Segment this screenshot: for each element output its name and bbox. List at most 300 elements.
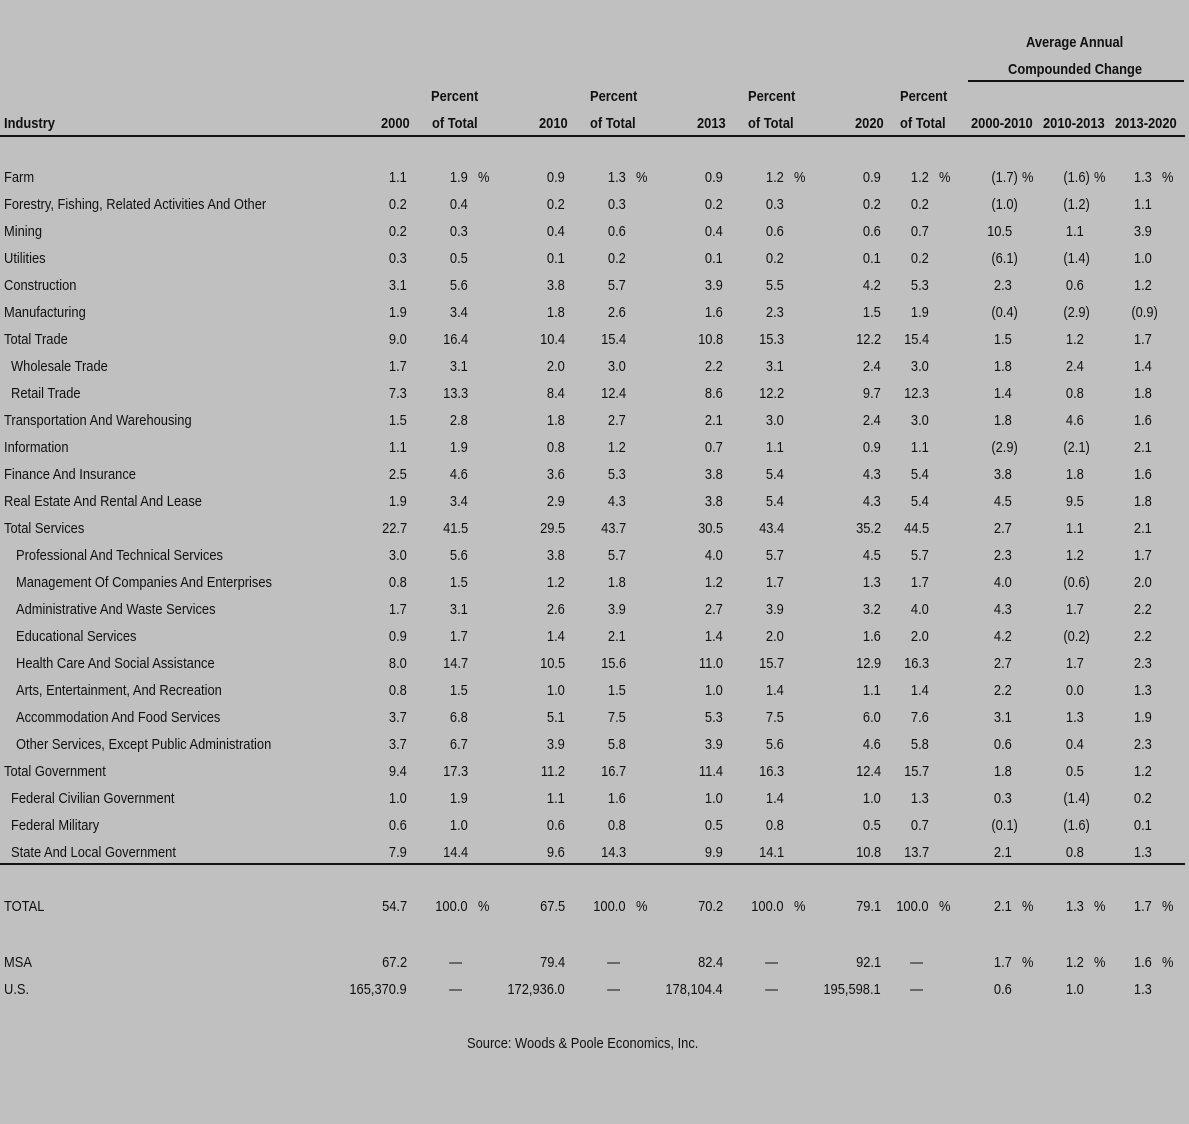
- employment-value: 1.9: [389, 493, 407, 510]
- compounded-change-value: 1.7: [1134, 898, 1152, 915]
- compounded-change-value: 2.4: [1066, 358, 1084, 375]
- employment-value: 1.5: [863, 304, 881, 321]
- percent-of-total-value: 5.8: [911, 736, 929, 753]
- compounded-change-value: 1.8: [1134, 385, 1152, 402]
- percent-of-total-value: —: [607, 954, 620, 971]
- employment-value: 1.2: [705, 574, 723, 591]
- percent-of-total-value: 4.0: [911, 601, 929, 618]
- employment-value: 10.4: [539, 331, 565, 348]
- percent-of-total-value: 3.1: [450, 358, 468, 375]
- compounded-change-value: 1.1: [1134, 196, 1152, 213]
- employment-value: 3.6: [547, 466, 565, 483]
- employment-value: 22.7: [381, 520, 407, 537]
- compounded-change-value: 2.7: [994, 655, 1012, 672]
- employment-value: 1.1: [389, 169, 407, 186]
- compounded-change-value: 1.8: [994, 763, 1012, 780]
- employment-value: 1.6: [863, 628, 881, 645]
- percent-of-total-value: 14.1: [758, 844, 784, 861]
- employment-value: 0.3: [389, 250, 407, 267]
- compounded-change-value: 1.6: [1134, 466, 1152, 483]
- employment-value: 3.8: [547, 547, 565, 564]
- percent-of-total-value: 100.0: [751, 898, 784, 915]
- employment-value: 2.9: [547, 493, 565, 510]
- compounded-change-value: 1.8: [994, 412, 1012, 429]
- employment-value: 0.7: [705, 439, 723, 456]
- row-label: Total Trade: [4, 331, 68, 348]
- employment-value: 7.9: [389, 844, 407, 861]
- percent-of-total-value: 7.5: [608, 709, 626, 726]
- employment-value: 4.3: [863, 466, 881, 483]
- compounded-change-value: 1.0: [1066, 981, 1084, 998]
- year-heading-2010: 2010: [539, 115, 568, 132]
- percent-of-total-value: 6.8: [450, 709, 468, 726]
- row-label: Other Services, Except Public Administration: [16, 736, 272, 753]
- employment-value: 1.1: [547, 790, 565, 807]
- percent-of-total-value: —: [607, 981, 620, 998]
- compounded-change-value: 1.3: [1134, 844, 1152, 861]
- percent-of-total-value: 13.7: [903, 844, 929, 861]
- employment-value: 8.0: [389, 655, 407, 672]
- percent-of-total-value: 100.0: [435, 898, 468, 915]
- compounded-change-value: 1.9: [1134, 709, 1152, 726]
- employment-value: 12.4: [855, 763, 881, 780]
- employment-value: 1.4: [547, 628, 565, 645]
- employment-value: 195,598.1: [823, 981, 881, 998]
- percent-of-total-value: 5.3: [608, 466, 626, 483]
- employment-value: 1.0: [389, 790, 407, 807]
- percent-sign: %: [1094, 169, 1106, 186]
- percent-of-total-value: 43.4: [758, 520, 784, 537]
- compounded-change-value: 1.8: [1134, 493, 1152, 510]
- row-label: Manufacturing: [4, 304, 86, 321]
- industry-heading: Industry: [4, 115, 55, 132]
- avg-annual-heading-line1: Average Annual: [1026, 34, 1124, 51]
- employment-value: 0.8: [389, 574, 407, 591]
- employment-value: 2.6: [547, 601, 565, 618]
- row-label: Mining: [4, 223, 43, 240]
- year-heading-2013: 2013: [697, 115, 726, 132]
- row-label: Educational Services: [16, 628, 137, 645]
- row-label: TOTAL: [4, 898, 45, 915]
- row-label: U.S.: [4, 981, 30, 998]
- employment-value: 3.9: [705, 277, 723, 294]
- percent-of-total-value: 0.5: [450, 250, 468, 267]
- row-label: Construction: [4, 277, 77, 294]
- compounded-change-value: 1.2: [1134, 277, 1152, 294]
- percent-of-total-value: 0.3: [766, 196, 784, 213]
- compounded-change-value: 0.5: [1066, 763, 1084, 780]
- percent-of-total-value: 1.9: [450, 169, 468, 186]
- employment-value: 1.6: [705, 304, 723, 321]
- compounded-change-value: 10.5: [986, 223, 1012, 240]
- percent-of-total-value: 2.0: [766, 628, 784, 645]
- compounded-change-value: 1.7: [1134, 547, 1152, 564]
- percent-of-total-value: 5.6: [766, 736, 784, 753]
- employment-value: 0.9: [547, 169, 565, 186]
- employment-value: 0.2: [705, 196, 723, 213]
- percent-of-total-value: 5.6: [450, 547, 468, 564]
- employment-value: 11.4: [698, 763, 723, 780]
- compounded-change-value: 1.1: [1066, 223, 1084, 240]
- row-label: Administrative And Waste Services: [16, 601, 216, 618]
- employment-value: 2.4: [863, 412, 881, 429]
- employment-value: 3.8: [547, 277, 565, 294]
- employment-value: 12.9: [855, 655, 881, 672]
- employment-value: 2.1: [705, 412, 723, 429]
- employment-value: 11.2: [540, 763, 565, 780]
- percent-sign: %: [794, 898, 806, 915]
- employment-value: 10.5: [539, 655, 565, 672]
- percent-sign: %: [939, 898, 951, 915]
- percent-of-total-value: 1.7: [450, 628, 468, 645]
- percent-of-total-value: 1.5: [450, 682, 468, 699]
- employment-value: 12.2: [855, 331, 881, 348]
- percent-of-total-value: 0.2: [608, 250, 626, 267]
- compounded-change-value: 1.7: [1066, 601, 1084, 618]
- percent-of-total-value: 3.0: [608, 358, 626, 375]
- employment-value: 1.8: [547, 412, 565, 429]
- percent-of-total-value: 2.8: [450, 412, 468, 429]
- compounded-change-value: (2.9): [1063, 304, 1090, 321]
- percent-of-total-value: 1.6: [608, 790, 626, 807]
- compounded-change-value: 1.5: [994, 331, 1012, 348]
- employment-value: 11.0: [698, 655, 723, 672]
- compounded-change-value: 4.2: [994, 628, 1012, 645]
- percent-of-total-value: 3.4: [450, 493, 468, 510]
- percent-of-total-value: 16.3: [758, 763, 784, 780]
- percent-of-total-value: 6.7: [450, 736, 468, 753]
- percent-of-total-value: 4.6: [450, 466, 468, 483]
- percent-sign: %: [1022, 169, 1034, 186]
- compounded-change-value: 1.4: [1134, 358, 1152, 375]
- percent-of-total-value: 15.7: [903, 763, 929, 780]
- compounded-change-value: 0.3: [994, 790, 1012, 807]
- percent-sign: %: [1162, 169, 1174, 186]
- row-label: Farm: [4, 169, 35, 186]
- employment-value: 0.2: [389, 223, 407, 240]
- percent-of-total-value: 16.4: [442, 331, 468, 348]
- percent-of-total-value: 5.4: [766, 493, 784, 510]
- employment-value: 0.2: [389, 196, 407, 213]
- percent-of-total-value: —: [765, 981, 778, 998]
- percent-of-total-value: 2.7: [608, 412, 626, 429]
- percent-of-total-value: 3.0: [911, 358, 929, 375]
- employment-value: 0.4: [705, 223, 723, 240]
- employment-value: 0.1: [705, 250, 723, 267]
- employment-value: 79.1: [855, 898, 881, 915]
- compounded-change-value: (1.6): [1063, 817, 1090, 834]
- employment-value: 0.1: [863, 250, 881, 267]
- percent-of-total-value: 1.5: [450, 574, 468, 591]
- employment-value: 35.2: [855, 520, 881, 537]
- row-label: Retail Trade: [11, 385, 81, 402]
- percent-of-total-value: 0.6: [608, 223, 626, 240]
- percent-sign: %: [636, 169, 648, 186]
- employment-value: 9.9: [705, 844, 723, 861]
- employment-value: 0.9: [863, 439, 881, 456]
- employment-value: 9.4: [389, 763, 407, 780]
- avg-annual-underline: [968, 80, 1184, 82]
- row-label: MSA: [4, 954, 32, 971]
- employment-value: 0.6: [863, 223, 881, 240]
- employment-value: 0.8: [547, 439, 565, 456]
- employment-value: 3.9: [547, 736, 565, 753]
- percent-of-total-value: 1.9: [450, 439, 468, 456]
- employment-value: 1.5: [389, 412, 407, 429]
- percent-of-total-value: 15.3: [758, 331, 784, 348]
- percent-of-total-value: 1.9: [450, 790, 468, 807]
- change-heading-2010-2013: 2010-2013: [1043, 115, 1105, 132]
- employment-value: 0.2: [547, 196, 565, 213]
- employment-value: 67.5: [539, 898, 565, 915]
- percent-sign: %: [1094, 954, 1106, 971]
- percent-heading-2010: Percent: [590, 88, 638, 105]
- change-heading-2013-2020: 2013-2020: [1115, 115, 1177, 132]
- compounded-change-value: (1.7): [991, 169, 1018, 186]
- row-label: Wholesale Trade: [11, 358, 108, 375]
- percent-of-total-value: 5.4: [911, 466, 929, 483]
- percent-heading-2020: Percent: [900, 88, 948, 105]
- employment-value: 1.0: [705, 682, 723, 699]
- percent-of-total-value: 3.0: [766, 412, 784, 429]
- compounded-change-value: 2.1: [994, 844, 1012, 861]
- percent-of-total-value: 0.7: [911, 817, 929, 834]
- employment-value: 0.1: [547, 250, 565, 267]
- employment-value: 1.7: [389, 358, 407, 375]
- compounded-change-value: (1.0): [991, 196, 1018, 213]
- employment-value: 0.8: [389, 682, 407, 699]
- percent-of-total-value: 5.3: [911, 277, 929, 294]
- employment-value: 6.0: [863, 709, 881, 726]
- percent-of-total-value: 3.1: [450, 601, 468, 618]
- compounded-change-value: 2.7: [994, 520, 1012, 537]
- compounded-change-value: 1.3: [1066, 898, 1084, 915]
- compounded-change-value: 1.3: [1134, 981, 1152, 998]
- employment-value: 8.4: [547, 385, 565, 402]
- employment-value: 1.0: [547, 682, 565, 699]
- percent-of-total-value: 0.8: [766, 817, 784, 834]
- compounded-change-value: 4.0: [994, 574, 1012, 591]
- percent-sign: %: [939, 169, 951, 186]
- row-label: Information: [4, 439, 69, 456]
- percent-of-total-value: —: [449, 954, 462, 971]
- percent-of-total-value: 14.4: [442, 844, 468, 861]
- change-heading-2000-2010: 2000-2010: [971, 115, 1033, 132]
- employment-value: 2.7: [705, 601, 723, 618]
- percent-of-total-value: 1.3: [608, 169, 626, 186]
- row-label: Utilities: [4, 250, 46, 267]
- employment-value: 3.8: [705, 466, 723, 483]
- employment-value: 2.2: [705, 358, 723, 375]
- percent-sign: %: [1022, 954, 1034, 971]
- employment-value: 1.4: [705, 628, 723, 645]
- compounded-change-value: (1.4): [1063, 250, 1090, 267]
- employment-value: 3.1: [389, 277, 407, 294]
- percent-of-total-value: 1.0: [450, 817, 468, 834]
- percent-of-total-value: 5.8: [608, 736, 626, 753]
- employment-value: 9.6: [547, 844, 565, 861]
- employment-value: 4.0: [705, 547, 723, 564]
- employment-value: 3.0: [389, 547, 407, 564]
- percent-of-total-value: 2.6: [608, 304, 626, 321]
- compounded-change-value: 1.4: [994, 385, 1012, 402]
- percent-of-total-value: 43.7: [600, 520, 626, 537]
- percent-of-total-value: 15.4: [600, 331, 626, 348]
- percent-of-total-value: 1.2: [911, 169, 929, 186]
- percent-of-total-value: 0.3: [608, 196, 626, 213]
- year-heading-2020: 2020: [855, 115, 884, 132]
- compounded-change-value: 1.8: [994, 358, 1012, 375]
- percent-of-total-value: 1.4: [766, 790, 784, 807]
- percent-of-total-value: —: [765, 954, 778, 971]
- source-note: Source: Woods & Poole Economics, Inc.: [467, 1035, 699, 1052]
- compounded-change-value: 1.7: [994, 954, 1012, 971]
- employment-value: 1.3: [863, 574, 881, 591]
- percent-sign: %: [636, 898, 648, 915]
- employment-value: 0.2: [863, 196, 881, 213]
- compounded-change-value: 1.6: [1134, 954, 1152, 971]
- compounded-change-value: 0.6: [994, 736, 1012, 753]
- percent-of-total-value: 3.0: [911, 412, 929, 429]
- compounded-change-value: (0.9): [1131, 304, 1158, 321]
- percent-of-total-value: 7.5: [766, 709, 784, 726]
- compounded-change-value: 4.3: [994, 601, 1012, 618]
- employment-value: 0.4: [547, 223, 565, 240]
- compounded-change-value: 0.0: [1066, 682, 1084, 699]
- compounded-change-value: 0.8: [1066, 844, 1084, 861]
- compounded-change-value: 2.3: [1134, 655, 1152, 672]
- employment-value: 3.7: [389, 709, 407, 726]
- percent-of-total-value: 0.2: [911, 196, 929, 213]
- employment-value: 1.7: [389, 601, 407, 618]
- percent-of-total-value: 1.5: [608, 682, 626, 699]
- employment-value: 1.9: [389, 304, 407, 321]
- percent-of-total-value: 1.4: [766, 682, 784, 699]
- percent-of-total-value: 1.3: [911, 790, 929, 807]
- employment-value: 4.2: [863, 277, 881, 294]
- percent-of-total-value: 44.5: [903, 520, 929, 537]
- compounded-change-value: 0.2: [1134, 790, 1152, 807]
- percent-of-total-value: 0.3: [450, 223, 468, 240]
- of-total-heading-2013: of Total: [748, 115, 794, 132]
- percent-of-total-value: 1.1: [766, 439, 784, 456]
- percent-of-total-value: 7.6: [911, 709, 929, 726]
- compounded-change-value: 0.1: [1134, 817, 1152, 834]
- percent-sign: %: [478, 898, 490, 915]
- percent-of-total-value: 2.1: [608, 628, 626, 645]
- employment-value: 0.9: [389, 628, 407, 645]
- employment-value: 9.7: [863, 385, 881, 402]
- employment-value: 54.7: [381, 898, 407, 915]
- percent-of-total-value: 3.9: [766, 601, 784, 618]
- employment-value: 82.4: [697, 954, 723, 971]
- employment-value: 5.1: [547, 709, 565, 726]
- percent-of-total-value: 0.2: [911, 250, 929, 267]
- percent-of-total-value: 14.7: [442, 655, 468, 672]
- percent-of-total-value: 12.4: [600, 385, 626, 402]
- compounded-change-value: 1.7: [1066, 655, 1084, 672]
- employment-value: 3.7: [389, 736, 407, 753]
- percent-of-total-value: 5.7: [911, 547, 929, 564]
- employment-value: 10.8: [855, 844, 881, 861]
- row-label: Accommodation And Food Services: [16, 709, 221, 726]
- employment-value: 4.3: [863, 493, 881, 510]
- compounded-change-value: (6.1): [991, 250, 1018, 267]
- row-label: Health Care And Social Assistance: [16, 655, 215, 672]
- employment-value: 2.5: [389, 466, 407, 483]
- percent-of-total-value: 100.0: [896, 898, 929, 915]
- percent-of-total-value: 15.7: [758, 655, 784, 672]
- employment-value: 1.1: [863, 682, 881, 699]
- employment-value: 1.1: [389, 439, 407, 456]
- compounded-change-value: 0.6: [994, 981, 1012, 998]
- employment-value: 10.8: [697, 331, 723, 348]
- percent-of-total-value: 1.2: [766, 169, 784, 186]
- percent-of-total-value: 12.2: [758, 385, 784, 402]
- row-label: Finance And Insurance: [4, 466, 136, 483]
- compounded-change-value: 1.3: [1066, 709, 1084, 726]
- compounded-change-value: 2.2: [994, 682, 1012, 699]
- employment-value: 7.3: [389, 385, 407, 402]
- employment-value: 3.2: [863, 601, 881, 618]
- percent-of-total-value: 1.7: [911, 574, 929, 591]
- row-label: Management Of Companies And Enterprises: [16, 574, 272, 591]
- compounded-change-value: 1.0: [1134, 250, 1152, 267]
- compounded-change-value: (1.2): [1063, 196, 1090, 213]
- percent-of-total-value: 100.0: [593, 898, 626, 915]
- compounded-change-value: 0.4: [1066, 736, 1084, 753]
- employment-value: 29.5: [539, 520, 565, 537]
- year-heading-2000: 2000: [381, 115, 410, 132]
- employment-value: 1.2: [547, 574, 565, 591]
- employment-value: 1.0: [705, 790, 723, 807]
- compounded-change-value: 2.1: [1134, 520, 1152, 537]
- compounded-change-value: 4.6: [1066, 412, 1084, 429]
- employment-value: 2.4: [863, 358, 881, 375]
- compounded-change-value: (1.4): [1063, 790, 1090, 807]
- of-total-heading-2020: of Total: [900, 115, 946, 132]
- percent-sign: %: [1162, 898, 1174, 915]
- employment-value: 3.8: [705, 493, 723, 510]
- employment-value: 67.2: [381, 954, 407, 971]
- row-label: Transportation And Warehousing: [4, 412, 192, 429]
- percent-of-total-value: 0.7: [911, 223, 929, 240]
- employment-value: 8.6: [705, 385, 723, 402]
- percent-of-total-value: 15.6: [600, 655, 626, 672]
- percent-sign: %: [1162, 954, 1174, 971]
- employment-value: 92.1: [855, 954, 881, 971]
- percent-of-total-value: 1.9: [911, 304, 929, 321]
- percent-of-total-value: 5.7: [766, 547, 784, 564]
- percent-of-total-value: 0.2: [766, 250, 784, 267]
- employment-value: 4.6: [863, 736, 881, 753]
- compounded-change-value: 1.3: [1134, 682, 1152, 699]
- percent-of-total-value: 3.4: [450, 304, 468, 321]
- compounded-change-value: 1.2: [1066, 547, 1084, 564]
- row-label: Arts, Entertainment, And Recreation: [16, 682, 222, 699]
- percent-of-total-value: 41.5: [442, 520, 468, 537]
- compounded-change-value: (0.6): [1063, 574, 1090, 591]
- row-label: Total Government: [4, 763, 106, 780]
- row-label: Federal Civilian Government: [11, 790, 175, 807]
- percent-of-total-value: 14.3: [600, 844, 626, 861]
- compounded-change-value: 2.3: [994, 277, 1012, 294]
- compounded-change-value: (2.1): [1063, 439, 1090, 456]
- employment-value: 0.9: [705, 169, 723, 186]
- row-label: Federal Military: [11, 817, 100, 834]
- employment-value: 0.5: [863, 817, 881, 834]
- percent-of-total-value: 13.3: [442, 385, 468, 402]
